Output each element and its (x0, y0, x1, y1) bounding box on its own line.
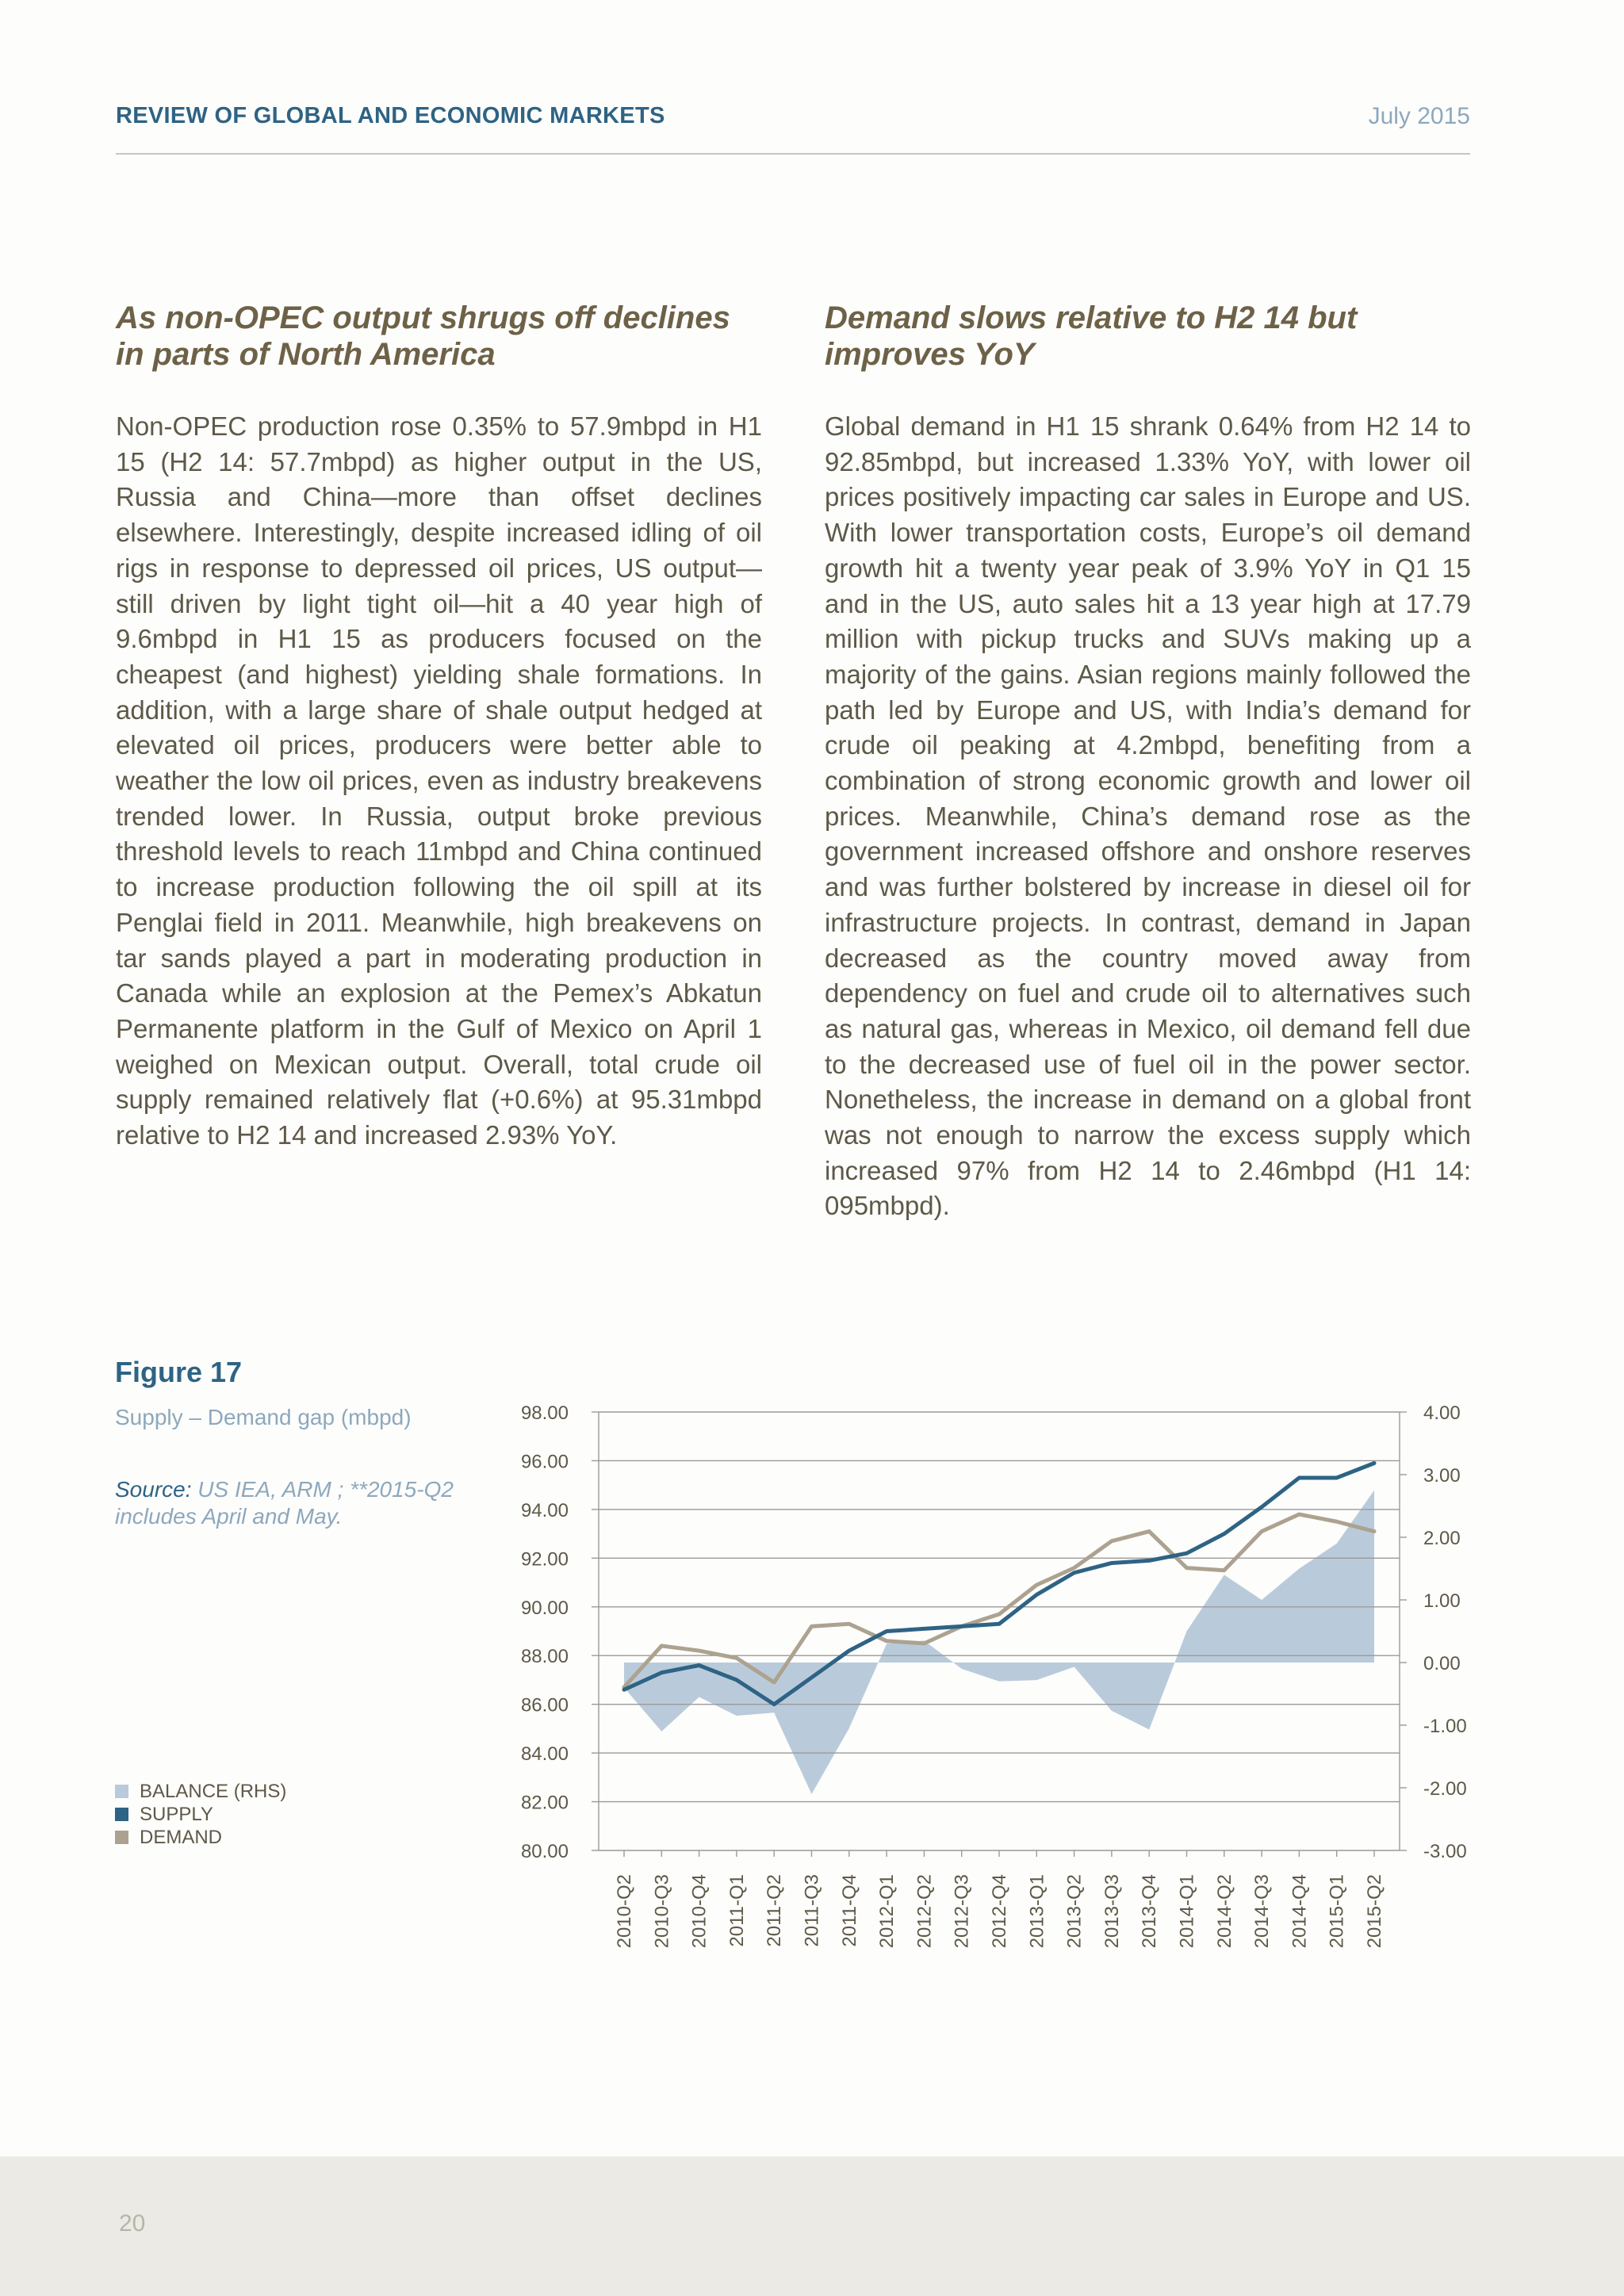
page-number: 20 (119, 2210, 146, 2237)
left-heading: As non-OPEC output shrugs off declines in parts of North America (116, 300, 730, 372)
x-tick-label: 2013-Q4 (1139, 1874, 1161, 1949)
x-tick-label: 2012-Q4 (989, 1874, 1010, 1949)
x-tick-label: 2015-Q1 (1326, 1874, 1348, 1949)
x-tick-label: 2014-Q2 (1213, 1874, 1235, 1949)
y-right-tick-label: 3.00 (1423, 1465, 1461, 1487)
x-tick-label: 2010-Q3 (651, 1874, 673, 1949)
y-right-tick-label: 1.00 (1423, 1590, 1461, 1612)
balance-area (624, 1490, 1374, 1794)
left-body-text: Non-OPEC production rose 0.35% to 57.9mbpd in H1 15 (H2 14: 57.7mbpd) as higher output in the US, Russia and China—more than offset declines elsewhere. Interestingly, despite increased idling of oil rigs in response to depressed oil prices, US output—still driven by light tight oil—hit a 40 year high of 9.6mbpd in H1 15 as producers focused on the cheapest (and highest) yielding shale formations. In addition, with a large share of shale output hedged at elevated oil prices, producers were better able to weather the low oil prices, even as industry breakevens trended lower. In Russia, output broke previous threshold levels to reach 11mbpd and China continued to increase production following the oil spill at its Penglai field in 2011. Meanwhile, high breakevens on tar sands played a part in moderating production in Canada while an explosion at the Pemex’s Abkatun Permanente platform in the Gulf of Mexico on April 1 weighed on Mexican output. Overall, total crude oil supply remained relatively flat (+0.6%) at 95.31mbpd relative to H2 14 and increased 2.93% YoY. (116, 411, 762, 1150)
y-left-tick-label: 92.00 (520, 1548, 569, 1571)
legend-label-demand: DEMAND (140, 1826, 223, 1848)
x-tick-label: 2015-Q2 (1364, 1874, 1385, 1949)
x-tick-label: 2010-Q2 (614, 1874, 635, 1949)
y-right-tick-label: 0.00 (1423, 1653, 1461, 1674)
y-left-tick-label: 88.00 (520, 1646, 569, 1668)
x-tick-label: 2013-Q2 (1063, 1874, 1086, 1949)
x-tick-label: 2011-Q2 (764, 1874, 786, 1947)
right-heading: Demand slows relative to H2 14 but improves YoY (825, 300, 1358, 372)
y-right-tick-label: 4.00 (1423, 1402, 1461, 1424)
x-tick-label: 2014-Q3 (1251, 1874, 1274, 1949)
y-right-tick-label: -1.00 (1423, 1716, 1467, 1737)
legend-label-supply: SUPPLY (140, 1803, 213, 1825)
x-tick-label: 2011-Q3 (801, 1874, 823, 1947)
report-date: July 2015 (1368, 103, 1470, 129)
report-title: REVIEW OF GLOBAL AND ECONOMIC MARKETS (116, 103, 665, 128)
source-label: Source: (115, 1477, 192, 1502)
y-left-tick-label: 86.00 (520, 1694, 569, 1716)
x-tick-label: 2014-Q4 (1289, 1874, 1311, 1949)
right-body-text: Global demand in H1 15 shrank 0.64% from H2 14 to 92.85mbpd, but increased 1.33% YoY, with lower oil prices positively impacting car sales in Europe and US. With lower transportation costs, Europe’s oil demand growth hit a twenty year peak of 3.9% YoY in Q1 15 and in the US, auto sales hit a 13 year high at 17.79 million with pickup trucks and SUVs making up a majority of the gains. Asian regions mainly followed the path led by Europe and US, with India’s demand for crude oil peaking at 4.2mbpd, benefiting from a combination of strong economic growth and lower oil prices. Meanwhile, China’s demand rose as the government increased offshore and onshore reserves and was further bolstered by increase in diesel oil for infrastructure projects. In contrast, demand in Japan decreased as the country moved away from dependency on fuel and crude oil to alternatives such as natural gas, whereas in Mexico, oil demand fell due to the decreased use of fuel oil in the power sector. Nonetheless, the increase in demand on a global front was not enough to narrow the excess supply which increased 97% from H2 14 to 2.46mbpd (H1 14: 095mbpd). (825, 411, 1471, 1221)
x-tick-label: 2012-Q1 (876, 1874, 898, 1949)
y-right-tick-label: -3.00 (1423, 1841, 1467, 1862)
y-left-tick-label: 98.00 (520, 1402, 569, 1424)
x-tick-label: 2011-Q1 (726, 1874, 748, 1947)
y-left-tick-label: 84.00 (520, 1743, 569, 1766)
y-left-tick-label: 96.00 (520, 1451, 569, 1473)
y-right-tick-label: 2.00 (1423, 1528, 1461, 1549)
figure-title: Figure 17 (115, 1356, 243, 1388)
y-left-tick-label: 82.00 (520, 1792, 569, 1814)
x-tick-label: 2014-Q1 (1176, 1874, 1198, 1949)
x-tick-label: 2011-Q4 (838, 1874, 860, 1947)
y-left-tick-label: 90.00 (520, 1597, 569, 1619)
legend-label-balance: BALANCE (RHS) (140, 1780, 287, 1802)
figure-subtitle: Supply – Demand gap (mbpd) (115, 1405, 412, 1429)
x-tick-label: 2013-Q3 (1101, 1874, 1123, 1949)
x-tick-label: 2012-Q2 (914, 1874, 936, 1949)
x-tick-label: 2012-Q3 (951, 1874, 973, 1949)
page-footer (0, 2156, 1624, 2296)
y-left-tick-label: 80.00 (520, 1841, 569, 1862)
y-left-tick-label: 94.00 (520, 1499, 569, 1521)
x-tick-label: 2010-Q4 (688, 1874, 710, 1949)
source-text: US IEA, ARM ; **2015-Q2 includes April and May. (115, 1477, 454, 1529)
y-right-tick-label: -2.00 (1423, 1778, 1467, 1800)
x-tick-label: 2013-Q1 (1026, 1874, 1048, 1949)
